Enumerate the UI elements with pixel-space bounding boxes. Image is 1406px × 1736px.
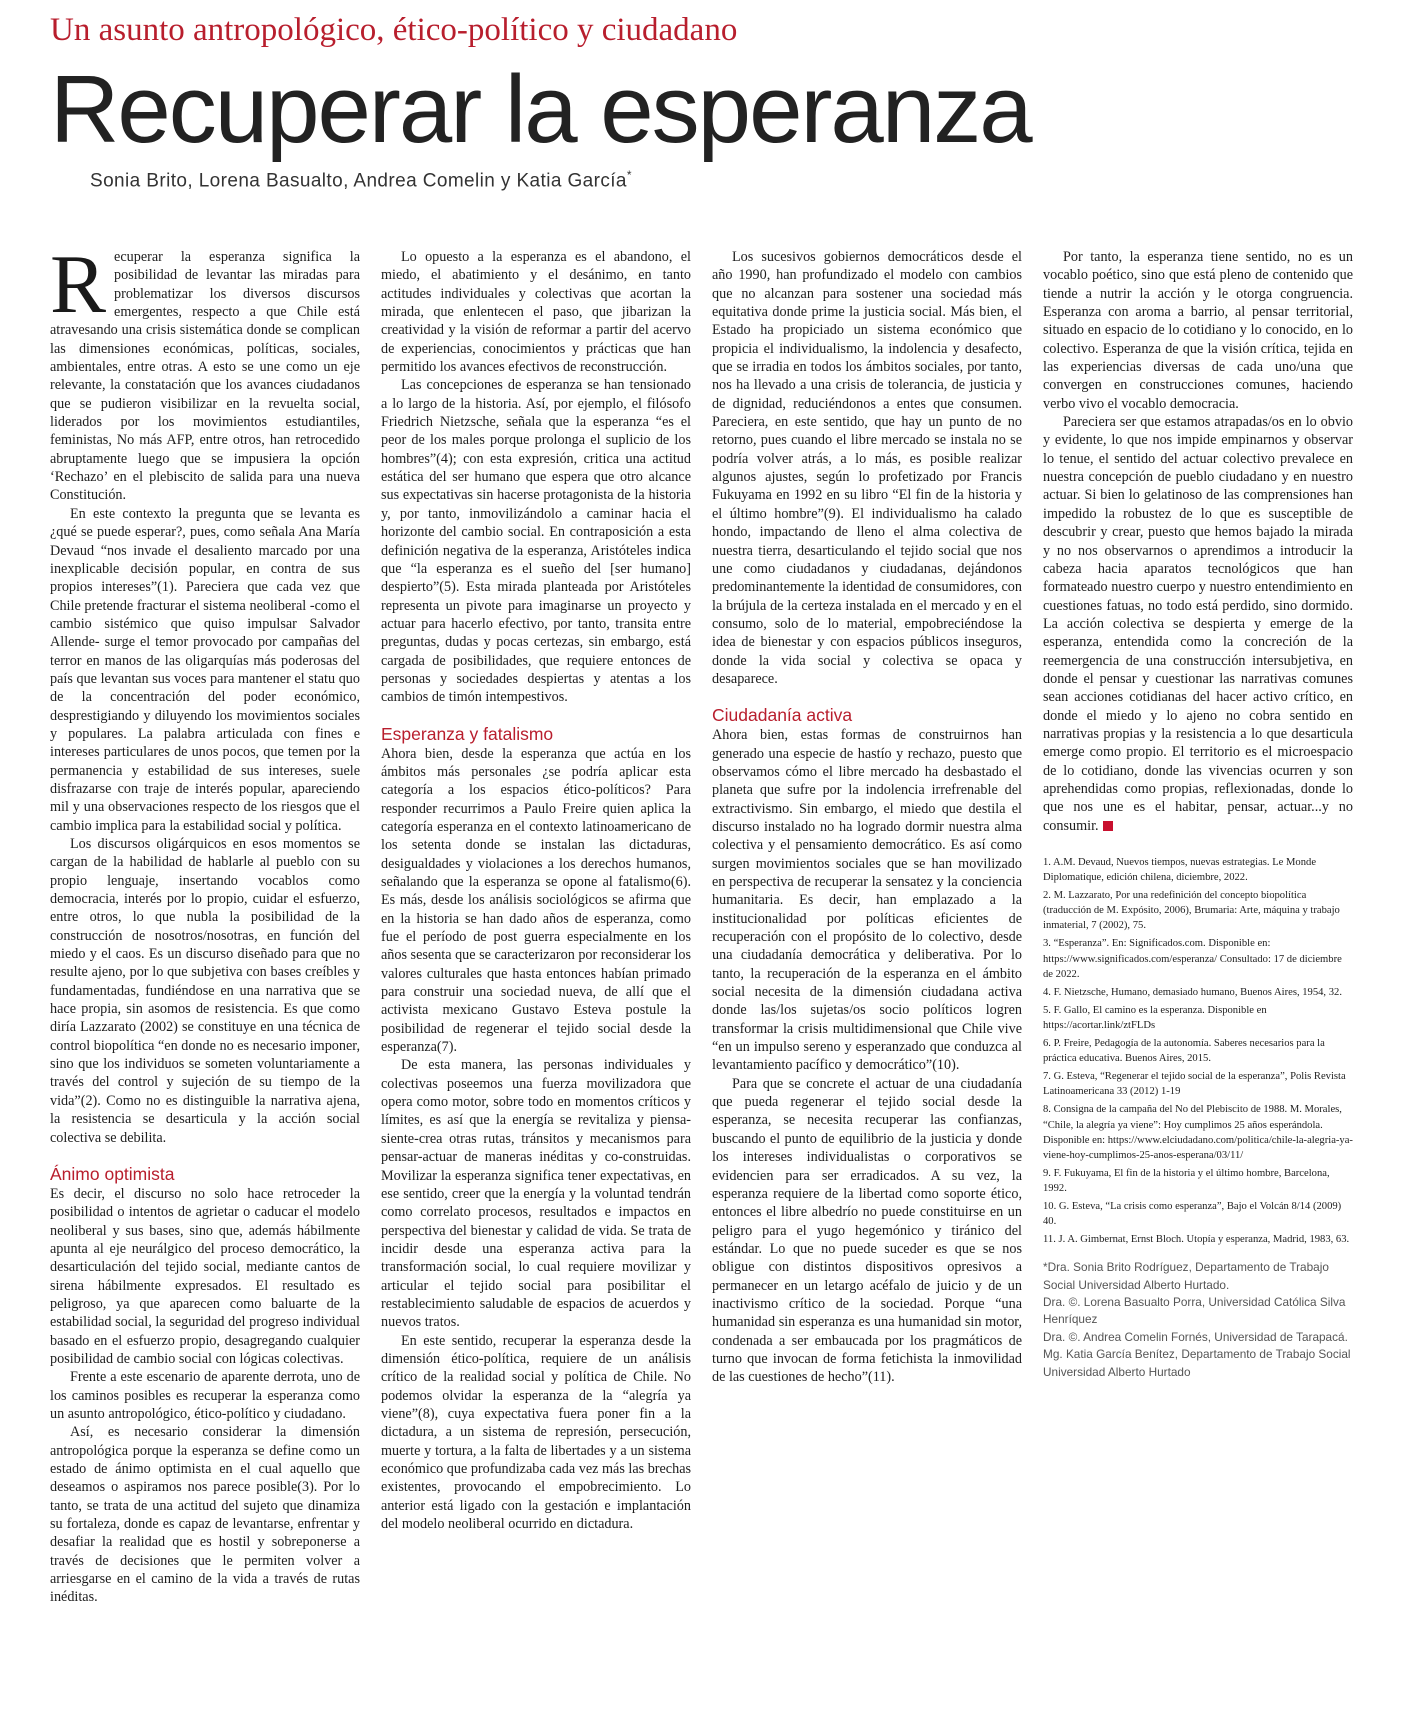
author-credits	[1043, 1259, 1353, 1381]
footnote-item: 4. F. Nietzsche, Humano, demasiado humano, Buenos Aires, 1954, 32.	[1043, 986, 1342, 998]
author-credit-line: *Dra. Sonia Brito Rodríguez, Departamento de Trabajo Social Universidad Alberto Hurtado.	[1043, 1260, 1329, 1292]
text-column-2	[381, 248, 691, 1728]
paragraph-3: Los discursos oligárquicos en esos momentos se cargan de la habilidad de hablarle al pueblo con su propio lenguaje, insertando vocablos como democracia, interés por lo propio, cuidar el esfuerzo, entre otros, lo que nubla la posibilidad de la construcción de nosotros/nosotras, en función del miedo y el caos. Es un discurso diseñado para que no resulte ajeno, por lo que subjetiva con bases creíbles y fundamentadas, fundiéndose en una narrativa que se hace propia, sin asomos de resistencia. Es que como diría Lazzarato (2002) se constituye en una técnica de control biopolítica “en donde no es necesario imponer, sino que los individuos se someten voluntariamente a través del control y sujeción de su tiempo de la vida”(2). Como no es distinguible la narrativa ajena, la resistencia se desarticula y la acción social colectiva se debilita.	[50, 836, 360, 1146]
drop-cap: R	[50, 248, 107, 331]
paragraph-14: Para que se concrete el actuar de una ciudadanía que pueda regenerar el tejido social desde la esperanza, se necesita recuperar las confianzas, buscando el punto de equilibrio de la justicia y donde los intereses individualistas o corporativos se evidencien para ser erradicados. A su vez, la esperanza requiere de la libertad como soporte ético, entonces el libre albedrío no puede constituirse en un peligro para el yugo hegemónico y tiránico del estándar. Lo que no puede suceder es que se nos obligue con distintos dispositivos opresivos a permanecer en un letargo acéfalo de juicio y de un inactivismo crítico de la sociedad. Porque “una humanidad sin esperanza es una humanidad sin motor, condenada a ser embaucada por los pragmáticos de turno que invocan de forma fetichista la inmovilidad de las cuestiones de hecho”(11).	[712, 1075, 1022, 1386]
article-title: Recuperar la esperanza	[50, 56, 1031, 163]
footnotes	[1043, 855, 1353, 1247]
footnote-item: 6. P. Freire, Pedagogía de la autonomía. Saberes necesarios para la práctica educativa. Buenos Aires, 2015.	[1043, 1038, 1325, 1065]
article-kicker: Un asunto antropológico, ético-político y ciudadano	[50, 12, 738, 48]
footnote-item: 2. M. Lazzarato, Por una redefinición del concepto biopolítica (traducción de M. Expósito, 2006), Brumaria: Arte, máquina y trabajo inmaterial, 7 (2002), 75.	[1043, 890, 1340, 932]
paragraph-4: Es decir, el discurso no solo hace retroceder la posibilidad o intentos de agrietar o caducar el modelo neoliberal y sus bases, sino que, además hábilmente apunta al eje neurálgico del proceso democrático, la desarticulación del tejido social, mediante cantos de sirena hábilmente expresados. El resultado es peligroso, ya que aparecen como baluarte de la estabilidad social, la seguridad del progreso individual basado en el esfuerzo propio, desagregando cualquier posibilidad de cambio social con lógicas colectivas.	[50, 1185, 360, 1367]
paragraph-16-text: Pareciera ser que estamos atrapadas/os en lo obvio y evidente, lo que nos impide empinarnos y observar lo tenue, el sentido del actuar colectivo prevalece en nuestra concepción de pueblo ciudadano y en nuestro actuar. Si bien lo gelatinoso de las comprensiones han impedido la robustez de lo que es susceptible de descubrir y crear, puesto que hemos bajado la mirada y no nos observarnos o aprendimos a introducir la cabeza hacia aparatos tecnológicos que han formateado nuestro cuerpo y nuestro entendimiento en cuestiones fatuas, no todo está perdido, sino dormido. La acción colectiva se despierta y emerge de la esperanza, entendida como la concreción de la reemergencia de una construcción intersubjetiva, en donde el pensar y cuestionar las narrativas comunes sean acciones cotidianas del hacer activo crítico, en donde el miedo y lo ajeno no cobra sentido en narrativas propias y la resistencia a lo que desarticula emerge como propio. El territorio es el microespacio de lo cotidiano, donde las vivencias ocurren y son aprehendidas como propias, reflexionadas, donde lo que nos une es el habitar, pensar, actuar...y no consumir.	[1043, 414, 1353, 834]
author-credit-line: Dra. ©. Andrea Comelin Fornés, Universidad de Tarapacá.	[1043, 1329, 1348, 1344]
paragraph-6: Así, es necesario considerar la dimensión antropológica porque la esperanza se define como un estado de ánimo optimista en el cual aquello que deseamos o aspiramos nos parece posible(3). Por lo tanto, se trata de una actitud del sujeto que dinamiza su fortaleza, donde es capaz de levantarse, enfrentar y desafiar la realidad que es hostil y sobreponerse a través de decisiones que le permiten volver a arriesgarse en el camino de la vida a través de rutas inéditas.	[50, 1424, 360, 1606]
paragraph-9: Ahora bien, desde la esperanza que actúa en los ámbitos más personales ¿se podría aplicar esta categoría a los espacios ético-políticos? Para responder recurrimos a Paulo Freire quien aplica la categoría esperanza en el contexto latinoamericano de los setenta donde se instalan las dictaduras, desigualdades y violaciones a los derechos humanos, señalando que la esperanza se opone al fatalismo(6). Es más, desde los análisis sociológicos se afirma que en la historia se han dado años de esperanza, como fue el período de post guerra especialmente en los años sesenta que se caracterizaron por reconsiderar los valores culturales que hasta entonces habían primado para construir una sociedad nueva, de allí que el activista mexicano Gustavo Esteva postule la posibilidad de regenerar el tejido social desde la esperanza(7).	[381, 745, 691, 1056]
paragraph-11: En este sentido, recuperar la esperanza desde la dimensión ético-política, requiere de un análisis crítico de la realidad social y política de Chile. No podemos olvidar la esperanza de la “alegría ya viene”(8), cuya expectativa fuera poner fin a la dictadura, a un sistema de represión, persecución, muerte y tortura, a la falta de libertades y a un sistema económico que profundizaba cada vez más las brechas existentes, provocando el empobrecimiento. Lo anterior está ligado con la gestación e implantación del modelo neoliberal ocurrido en dictadura.	[381, 1332, 691, 1533]
footnote-item: 8. Consigna de la campaña del No del Plebiscito de 1988. M. Morales, “Chile, la alegría ya viene”: Hoy cumplimos 25 años esperándola. Disponible en: https://www.elciudadano.com/politica/chile-la-alegria-ya-viene-hoy-cumplimos-25-anos-esperana/03/11/	[1043, 1104, 1353, 1161]
footnote-item: 5. F. Gallo, El camino es la esperanza. Disponible en https://acortar.link/ztFLDs	[1043, 1004, 1267, 1031]
end-of-article-icon	[1103, 821, 1113, 831]
subheading-ciudadania-activa: Ciudadanía activa	[712, 705, 853, 726]
paragraph-16	[1043, 413, 1353, 835]
footnote-item: 3. “Esperanza”. En: Significados.com. Disponible en: https://www.significados.com/esperanza/ Consultado: 17 de diciembre de 2022.	[1043, 938, 1342, 980]
paragraph-13: Ahora bien, estas formas de construirnos han generado una especie de hastío y rechazo, puesto que observamos cómo el libre mercado ha desbastado el planeta que sufre por la indolencia irrefrenable del extractivismo. Sin embargo, el miedo que destila el discurso instalado no ha logrado dormir nuestra alma colectiva y el pensamiento democrático. Es así como surgen movimientos sociales que se han movilizado en perspectiva de recuperar la sensatez y la conciencia humanitaria. Es decir, han emplazado a la institucionalidad por políticas eficientes de recuperación con el propósito de lo colectivo, desde una ciudadanía democrática y deliberativa. Por lo tanto, la recuperación de la esperanza en el ámbito social necesita de la dimensión ciudadana activa donde las/los sujetas/os socio políticos logren transformar la crisis multidimensional que Chile vive “en un impulso sereno y esperanzado que conduzca al levantamiento pacífico y democrático”(10).	[712, 727, 1022, 1074]
authors-names: Sonia Brito, Lorena Basualto, Andrea Comelin y Katia García	[90, 170, 627, 192]
footnote-item: 11. J. A. Gimbernat, Ernst Bloch. Utopía y esperanza, Madrid, 1983, 63.	[1043, 1234, 1350, 1246]
paragraph-15: Por tanto, la esperanza tiene sentido, no es un vocablo poético, sino que está pleno de contenido que tiende a nutrir la acción y le otorga congruencia. Esperanza con aroma a barrio, al pensar territorial, situado en espacio de lo cotidiano y lo conocido, en lo colectivo. Esperanza de que la visión crítica, tejida en las experiencias diversas de cada uno/una que convergen en construcciones comunes, haciendo verbo vivo el vocablo democracia.	[1043, 249, 1353, 412]
text-column-3	[712, 248, 1022, 1728]
footnote-item: 9. F. Fukuyama, El fin de la historia y el último hombre, Barcelona, 1992.	[1043, 1167, 1330, 1194]
paragraph-7: Lo opuesto a la esperanza es el abandono, el miedo, el abatimiento y el desánimo, en tanto actitudes individuales y colectivas que acortan la mirada, que enlentecen el paso, que jibarizan la creatividad y la visión de reformar a partir del acervo de experiencias, conocimientos y prácticas que han permitido los avances efectivos de reconstrucción.	[381, 249, 691, 376]
footnote-item: 7. G. Esteva, “Regenerar el tejido social de la esperanza”, Polis Revista Latinoamericana 33 (2012) 1-19	[1043, 1071, 1346, 1098]
paragraph-8: Las concepciones de esperanza se han tensionado a lo largo de la historia. Así, por ejemplo, el filósofo Friedrich Nietzsche, señala que la esperanza “es el peor de los males porque prolonga el suplicio de los hombres”(4); con esta expresión, critica una actitud estática del ser humano que espera que otro alcance sus expectativas sin hacerse protagonista de la historia y, por tanto, inmovilizándolo a caminar hacia el horizonte del cambio social. En contraposición a esta definición negativa de la esperanza, Aristóteles indica que “la esperanza es el sueño del [ser humano] despierto”(5). Esta mirada planteada por Aristóteles representa un pivote para imaginarse un proyecto y actuar para hacerlo efectivo, por tanto, transita entre preguntas, dudas y pocas certezas, sin embargo, está cargada de posibilidades, que requiere entonces de personas y sociedades despiertas y atentas a los cambios de timón intempestivos.	[381, 377, 691, 706]
footnote-item: 1. A.M. Devaud, Nuevos tiempos, nuevas estrategias. Le Monde Diplomatique, edición chilena, diciembre, 2022.	[1043, 857, 1317, 884]
subheading-animo-optimista: Ánimo optimista	[50, 1163, 175, 1184]
paragraph-12: Los sucesivos gobiernos democráticos desde el año 1990, han profundizado el modelo con cambios que no alcanzan para sostener una sociedad más equitativa donde prime la justicia social. Más bien, el Estado ha propiciado un sistema económico que propicia el individualismo, la indolencia y desafecto, que se irradia en todos los ámbitos sociales, por tanto, nos ha llevado a una crisis de tolerancia, de justicia y de dignidad, reduciéndonos a entes que consumen. Pareciera, en este sentido, que hay un punto de no retorno, pues cuando el libre mercado se instala no se podría volver atrás, a lo más, es posible realizar algunos ajustes, según lo profetizado por Francis Fukuyama en 1992 en su libro “El fin de la historia y el último hombre”(9). El individualismo ha calado hondo, impactando de lleno el alma colectiva de nuestra tierra, desarticulando el tejido social que nos une como ciudadanos y ciudadanas, dejándonos predominantemente la identidad de consumidores, con la brújula de la certeza instalada en el mercado y en el consumo, solo de lo material, empobreciéndose la idea de bienestar y con espacios públicos inseguros, donde la vida social y colectiva se opaca y desaparece.	[712, 249, 1022, 687]
text-column-1	[50, 248, 360, 1728]
paragraph-10: De esta manera, las personas individuales y colectivas poseemos una fuerza movilizadora que opera como motor, sobre todo en momentos críticos y límites, es así que la energía se revitaliza y piensa-siente-crea otras rutas, tránsitos y mecanismos para pensar-actuar de maneras inéditas y co-construidas. Movilizar la esperanza significa tener expectativas, en ese sentido, creer que la energía y la voluntad tendrán como correlato procesos, resultados e impactos en perspectiva del bienestar y calidad de vida. Se trata de incidir desde una esperanza activa para la transformación social, lo cual requiere movilizar y articular el tejido social para posibilitar el restablecimiento saludable de espacios de acuerdos y nuevos tratos.	[381, 1057, 691, 1331]
text-column-4	[1043, 248, 1353, 1728]
paragraph-5: Frente a este escenario de aparente derrota, uno de los caminos posibles es recuperar la esperanza como un asunto antropológico, ético-político y ciudadano.	[50, 1369, 360, 1422]
paragraph-2: En este contexto la pregunta que se levanta es ¿qué se puede esperar?, pues, como señala Ana María Devaud “nos invade el desaliento marcado por una inexplicable decisión popular, en contra de sus propios intereses”(1). Pareciera que cada vez que Chile pretende fracturar el sistema neoliberal -como el cambio sistémico que quiso impulsar Salvador Allende- surge el temor provocado por campañas del terror en manos de las oligarquías más poderosas del país que levantan sus voces para mantener el statu quo de la concentración del poder económico, desprestigiando y diluyendo los movimientos sociales y populares. La palabra articulada con fines e intereses particulares de unos pocos, que temen por la permanencia y estabilidad de sus intereses, suele disfrazarse con traje de interés popular, apareciendo mil y una observaciones respecto de los riesgos que el cambio implica para la estabilidad social y política.	[50, 505, 360, 834]
article-authors	[90, 168, 1290, 192]
footnote-item: 10. G. Esteva, “La crisis como esperanza”, Bajo el Volcán 8/14 (2009) 40.	[1043, 1200, 1342, 1228]
subheading-esperanza-y-fatalismo: Esperanza y fatalismo	[381, 723, 554, 744]
paragraph-1	[50, 248, 360, 505]
author-credit-line: Mg. Katia García Benítez, Departamento de Trabajo Social Universidad Alberto Hurtado	[1043, 1347, 1351, 1379]
paragraph-1-text: ecuperar la esperanza significa la posibilidad de levantar las miradas para problematizar los diversos discursos emergentes, respecto a que Chile está atravesando una crisis sistemática donde se complican las dimensiones económicas, políticas, sociales, ambientales, entre otras. A esto se une como un eje relevante, la constatación que los avances ciudadanos que se pudieron visibilizar en la revuelta social, liderados por los movimientos estudiantiles, feministas, No más AFP, entre otros, han retrocedido abruptamente luego que se impusiera la opción ‘Rechazo’ en el plebiscito de salida para una nueva Constitución.	[50, 249, 360, 504]
author-credit-line: Dra. ©. Lorena Basualto Porra, Universidad Católica Silva Henríquez	[1043, 1295, 1346, 1327]
authors-footnote-mark: *	[626, 168, 632, 182]
